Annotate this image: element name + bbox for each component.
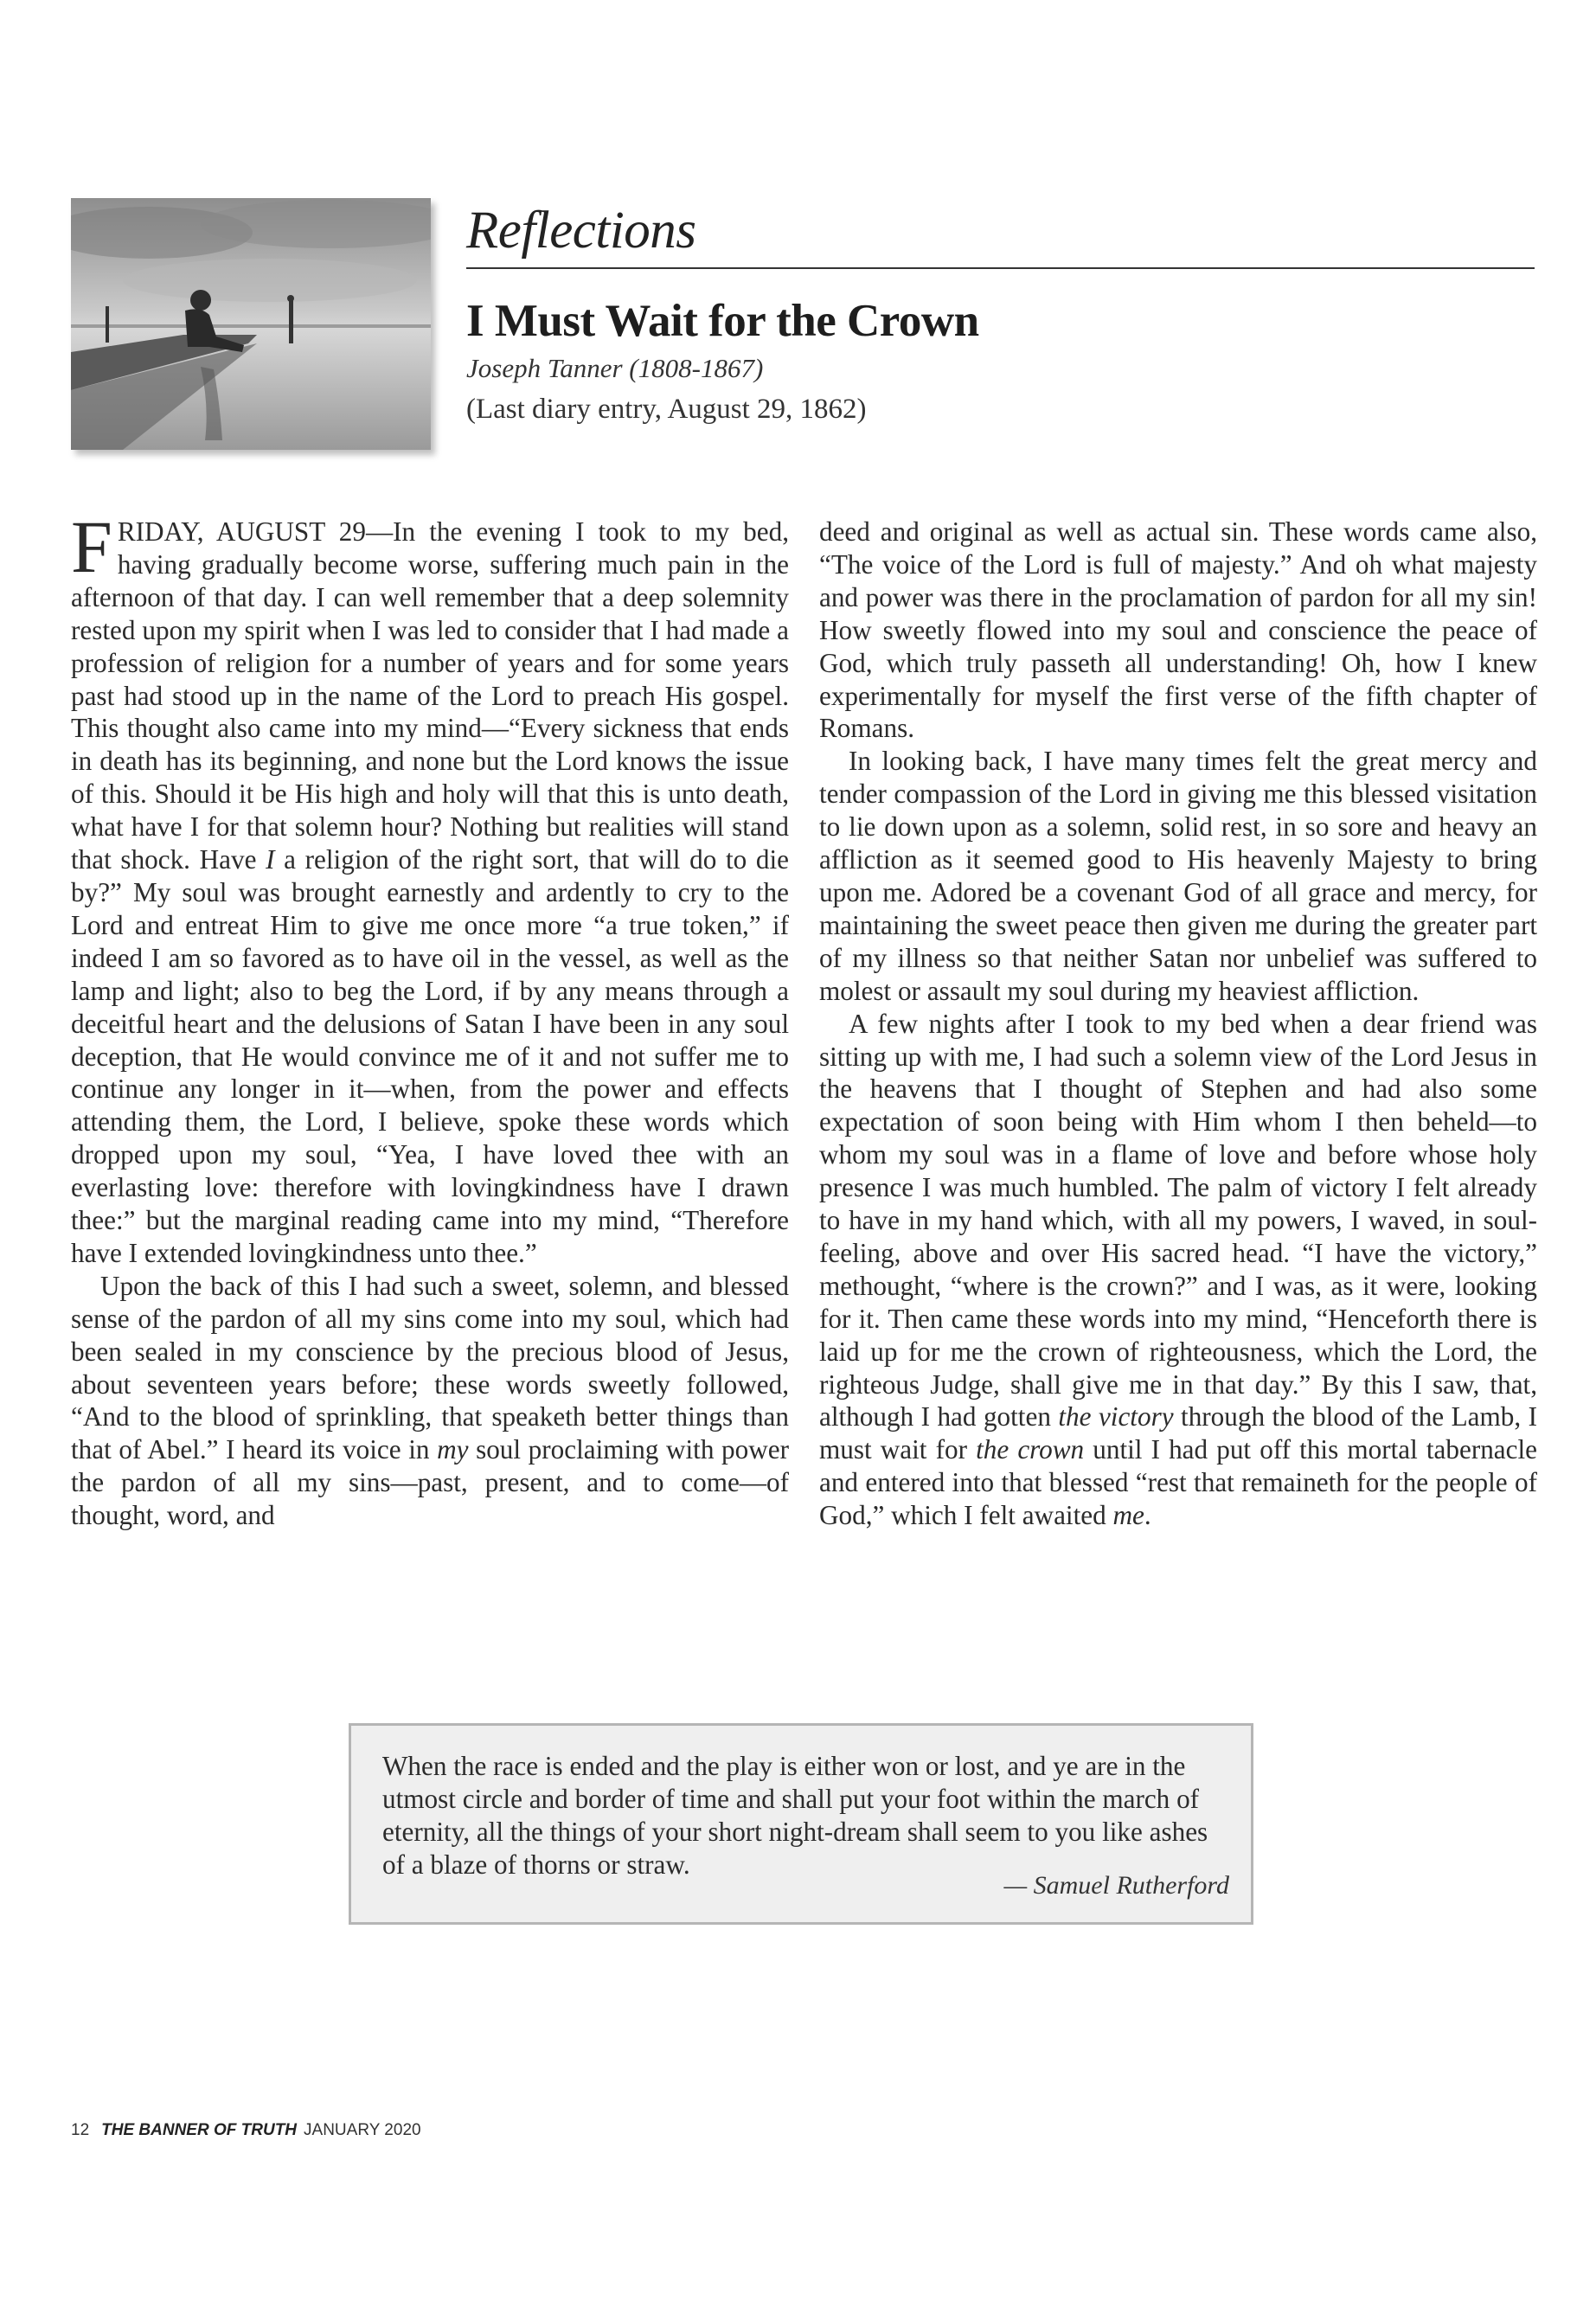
paragraph-text: Upon the back of this I had such a sweet, solemn, and blessed sense of the pardon of all my sins come into my soul, which had been sealed in my conscience by the precious blood of Jesus, about seventeen years before; these words sweetly followed, “And to the blood of sprinkling, that speaketh better things than that of Abel.” I heard its voice in	[71, 1270, 789, 1465]
paragraph-opening: RIDAY, AUGUST 29	[117, 516, 366, 547]
page-number: 12	[71, 2121, 90, 2139]
paragraph: deed and original as well as actual sin. These words came also, “The voice of the Lord is full of majesty.” And oh what majesty and power was there in the proclamation of pardon for all my sin! How sweetly flowed into my soul and conscience the peace of God, which truly passeth all understanding! Oh, how I knew experimentally for myself the first verse of the fifth chapter of Romans.	[819, 516, 1537, 744]
paragraph	[819, 1008, 1537, 1533]
article-author: Joseph Tanner (1808-1867)	[466, 353, 764, 383]
emphasis: I	[266, 844, 275, 875]
right-column	[819, 516, 1537, 1532]
paragraph-text: —In the evening I took to my bed, having gradually become worse, suffering much pain in the afternoon of that day. I can well remember that a deep solemnity rested upon my spirit when I was led to consider that I had made a profession of religion for a number of years and for some years past had stood up in the name of the Lord to preach His gospel. This thought also came into my mind—“Every sickness that ends in death has its beginning, and none but the Lord knows the issue of this. Should it be His high and holy will that this is unto death, what have I for that solemn hour? Nothing but realities will stand that shock. Have	[71, 516, 790, 875]
paragraph	[71, 1270, 789, 1532]
article-headline: I Must Wait for the Crown	[466, 296, 979, 346]
pull-quote-attribution: — Samuel Rutherford	[1003, 1871, 1229, 1900]
drop-cap: F	[71, 505, 112, 588]
page-footer	[71, 2121, 421, 2140]
emphasis: my	[437, 1434, 469, 1465]
paragraph-text: a religion of the right sort, that will do to die by?” My soul was brought earnestly and ardently to cry to the Lord and entreat Him to give me once more “a true token,” if indeed I am so favored as to have oil in the vessel, as well as the lamp and light; also to beg the Lord, if by any means through a deceitful heart and the delusions of Satan I have been in any soul deception, that He would convince me of it and not suffer me to continue any longer in it—when, from the power and effects attending them, the Lord, I believe, spoke these words which dropped upon my soul, “Yea, I have loved thee with an everlasting love: therefore with lovingkindness have I drawn thee:” but the marginal reading came into my mind, “Therefore have I extended lovingkindness unto thee.”	[71, 844, 789, 1268]
man-sitting-on-pier-photo	[71, 198, 431, 450]
left-column	[71, 505, 790, 1532]
publication-name: THE BANNER OF TRUTH	[101, 2121, 298, 2139]
pull-quote-box	[349, 1723, 1253, 1925]
title-divider	[466, 267, 1535, 269]
header-photo	[71, 198, 431, 450]
entry-note: (Last diary entry, August 29, 1862)	[466, 394, 867, 425]
paragraph-text: A few nights after I took to my bed when a dear friend was sitting up with me, I had such a solemn view of the Lord Jesus in the heavens that I thought of Stephen and had also some expectation of soon being with Him whom I then beheld—to whom my soul was in a flame of love and before whose holy presence I was much humbled. The palm of victory I felt already to have in my hand which, with all my powers, I waved, in soul-feeling, above and over His sacred head. “I have the victory,” methought, “where is the crown?” and I was, as it were, looking for it. Then came these words into my mind, “Henceforth there is laid up for me the crown of righteousness, which the Lord, the righteous Judge, shall give me in that day.” By this I saw, that, although I had gotten	[819, 1008, 1537, 1433]
pull-quote-text: When the race is ended and the play is either won or lost, and ye are in the utmost circle and border of time and shall put your foot within the march of eternity, all the things of your short night-dream shall seem to you like ashes of a blaze of thorns or straw.	[382, 1751, 1208, 1880]
emphasis: the victory	[1058, 1401, 1174, 1433]
paragraph-text: .	[1144, 1500, 1151, 1531]
paragraph-text: soul proclaiming with power the pardon of all my sins—past, present, and to come—of thought, word, and	[71, 1434, 789, 1531]
paragraph	[71, 505, 790, 1270]
emphasis: the crown	[976, 1434, 1085, 1465]
paragraph-text: through the blood of the Lamb, I must wait for	[819, 1401, 1538, 1465]
issue-date: JANUARY 2020	[304, 2121, 421, 2139]
paragraph: In looking back, I have many times felt the great mercy and tender compassion of the Lord in giving me this blessed visitation to lie down upon as a solemn, solid rest, in so sore and heavy an affliction as it seemed good to His heavenly Majesty to bring upon me. Adored be a covenant God of all grace and mercy, for maintaining the sweet peace then given me during the greater part of my illness so that neither Satan nor unbelief was suffered to molest or assault my soul during my heaviest affliction.	[819, 746, 1537, 1006]
emphasis: me	[1112, 1500, 1144, 1531]
paragraph-text: until I had put off this mortal tabernacle and entered into that blessed “rest that remaineth for the people of God,” which I felt awaited	[819, 1434, 1537, 1531]
section-title: Reflections	[466, 202, 696, 260]
